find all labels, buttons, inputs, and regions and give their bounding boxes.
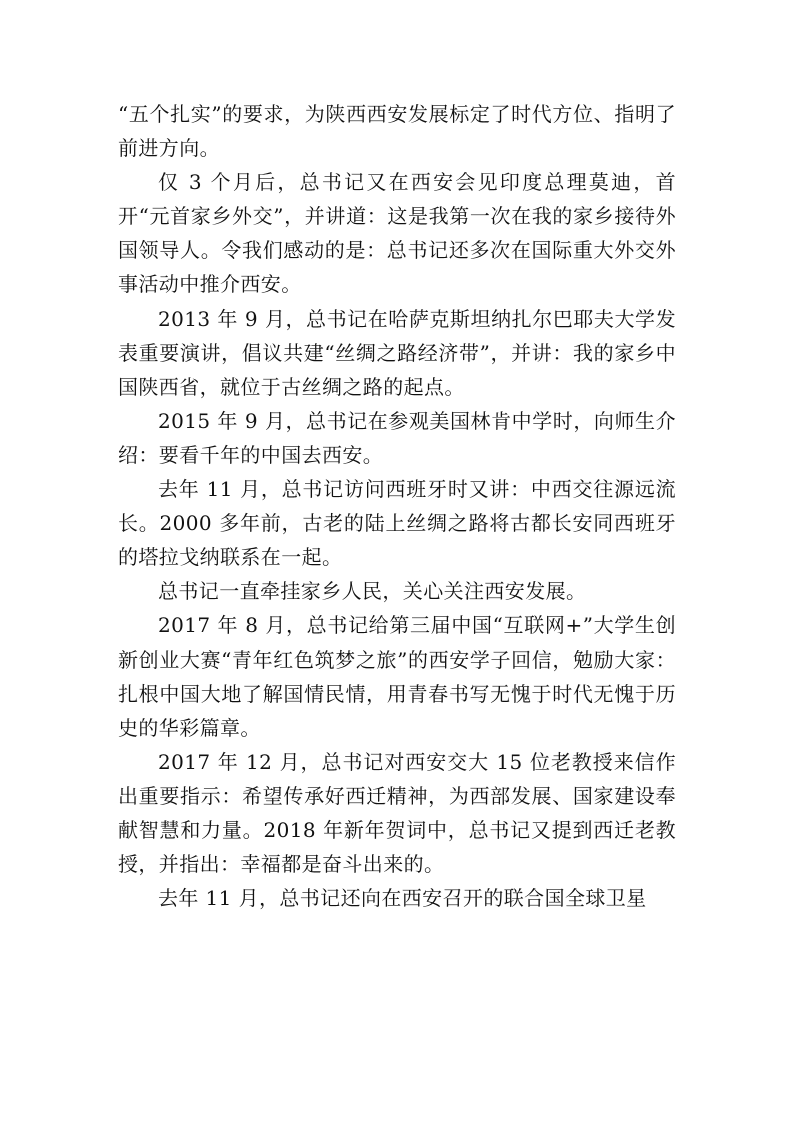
paragraph: 去年 11 月，总书记访问西班牙时又讲：中西交往源远流长。2000 多年前，古老的陆上丝绸之路将古都长安同西班牙的塔拉戈纳联系在一起。 [118, 477, 676, 570]
paragraph: 2013 年 9 月，总书记在哈萨克斯坦纳扎尔巴耶夫大学发表重要演讲，倡议共建“丝绸之路经济带”，并讲：我的家乡中国陕西省，就位于古丝绸之路的起点。 [118, 306, 676, 399]
paragraph: 去年 11 月，总书记还向在西安召开的联合国全球卫星 [158, 886, 647, 911]
document-body [118, 97, 676, 915]
paragraph: 2017 年 8 月，总书记给第三届中国“互联网+”大学生创新创业大赛“青年红色筑梦之旅”的西安学子回信，勉励大家：扎根中国大地了解国情民情，用青春书写无愧于时代无愧于历史的华彩篇章。 [118, 613, 676, 740]
paragraph: 2015 年 9 月，总书记在参观美国林肯中学时，向师生介绍：要看千年的中国去西安。 [118, 408, 676, 467]
paragraph: 仅 3 个月后，总书记又在西安会见印度总理莫迪，首开“元首家乡外交”，并讲道：这是我第一次在我的家乡接待外国领导人。令我们感动的是：总书记还多次在国际重大外交外事活动中推介西安。 [118, 170, 676, 297]
paragraph: 总书记一直牵挂家乡人民，关心关注西安发展。 [158, 579, 587, 604]
paragraph: “五个扎实”的要求，为陕西西安发展标定了时代方位、指明了前进方向。 [118, 102, 676, 161]
paragraph: 2017 年 12 月，总书记对西安交大 15 位老教授来信作出重要指示：希望传承好西迁精神，为西部发展、国家建设奉献智慧和力量。2018 年新年贺词中，总书记又提到西迁老教授，并指出：幸福都是奋斗出来的。 [118, 749, 676, 877]
